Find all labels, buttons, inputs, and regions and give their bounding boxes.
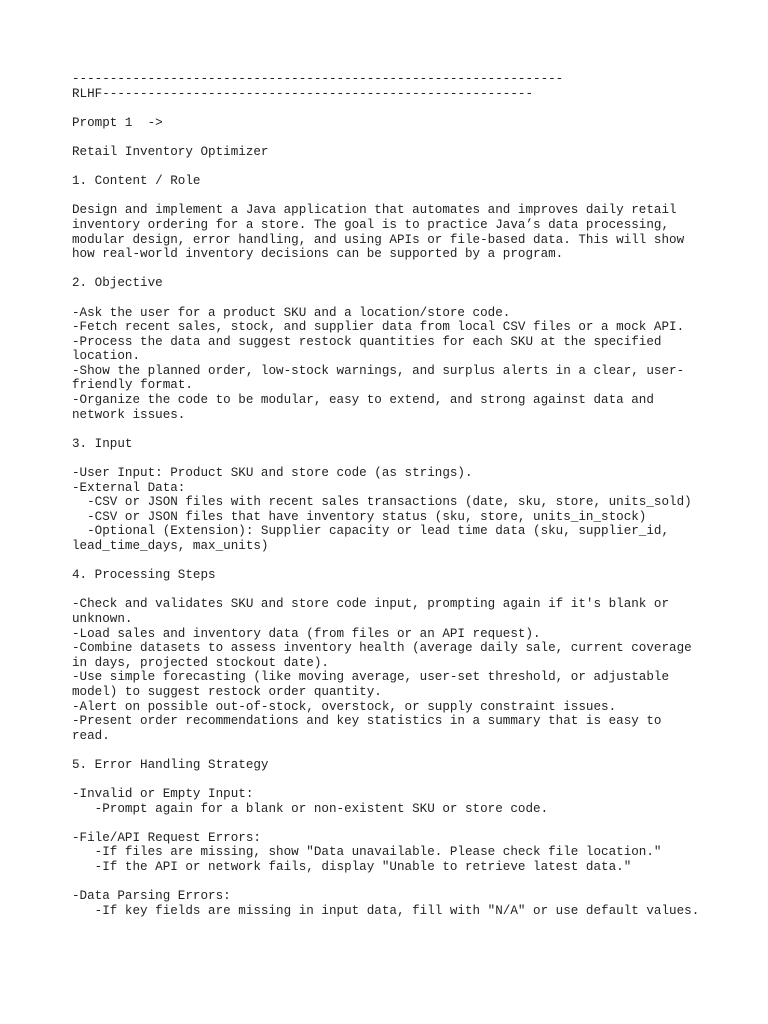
paragraph-line: how real-world inventory decisions can be supported by a program. — [72, 247, 564, 262]
list-item-line: model) to suggest restock order quantity. — [72, 684, 382, 699]
prompt-label: Prompt 1 -> — [72, 115, 163, 130]
blank-line — [72, 554, 712, 569]
list-item-line: in days, projected stockout date). — [72, 655, 329, 670]
list-item-line: -Prompt again for a blank or non-existent SKU or store code. — [72, 801, 549, 816]
list-item-line: -Combine datasets to assess inventory health (average daily sale, current coverage — [72, 641, 692, 656]
list-item-line: location. — [72, 349, 141, 364]
list-item-line: read. — [72, 728, 110, 743]
paragraph-line: inventory ordering for a store. The goal is to practice Java’s data processing, — [72, 217, 670, 232]
separator-line: ----------------------------------------------------------------- — [72, 72, 564, 86]
blank-line — [72, 422, 712, 437]
list-item-line: -Fetch recent sales, stock, and supplier data from local CSV files or a mock API. — [72, 320, 685, 335]
blank-line — [72, 189, 712, 204]
list-item-line: -Ask the user for a product SKU and a location/store code. — [72, 305, 511, 320]
blank-line — [72, 262, 712, 277]
list-item-line: -Alert on possible out-of-stock, overstock, or supply constraint issues. — [72, 699, 617, 714]
list-item-line: -CSV or JSON files that have inventory status (sku, store, units_in_stock) — [72, 509, 647, 524]
list-item-line: -Invalid or Empty Input: — [72, 787, 254, 802]
section-heading-input: 3. Input — [72, 436, 133, 451]
list-item-line: -If files are missing, show "Data unavailable. Please check file location." — [72, 845, 662, 860]
list-item-line: -Load sales and inventory data (from files or an API request). — [72, 626, 541, 641]
rlhf-separator-line: RLHF--------------------------------------------------------- — [72, 86, 534, 101]
list-item-line: -Present order recommendations and key statistics in a summary that is easy to — [72, 714, 662, 729]
paragraph-line: Design and implement a Java application that automates and improves daily retail — [72, 203, 677, 218]
list-item-line: -Process the data and suggest restock quantities for each SKU at the specified — [72, 334, 662, 349]
list-item-line: friendly format. — [72, 378, 193, 393]
list-item-line: -Use simple forecasting (like moving average, user-set threshold, or adjustable — [72, 670, 670, 685]
list-item-line: -Optional (Extension): Supplier capacity or lead time data (sku, supplier_id, — [72, 524, 670, 539]
list-item-line: unknown. — [72, 611, 133, 626]
section-heading-content-role: 1. Content / Role — [72, 174, 201, 189]
blank-line — [72, 451, 712, 466]
blank-line — [72, 583, 712, 598]
blank-line — [72, 773, 712, 788]
blank-line — [72, 291, 712, 306]
list-item-line: -CSV or JSON files with recent sales transactions (date, sku, store, units_sold) — [72, 495, 692, 510]
list-item-line: -Organize the code to be modular, easy to extend, and strong against data and — [72, 393, 654, 408]
blank-line — [72, 743, 712, 758]
list-item-line: -Data Parsing Errors: — [72, 889, 231, 904]
document-title: Retail Inventory Optimizer — [72, 144, 269, 159]
list-item-line: -File/API Request Errors: — [72, 830, 261, 845]
list-item-line: network issues. — [72, 407, 186, 422]
section-heading-processing-steps: 4. Processing Steps — [72, 568, 216, 583]
list-item-line: -Show the planned order, low-stock warnings, and surplus alerts in a clear, user- — [72, 363, 685, 378]
blank-line — [72, 101, 712, 116]
list-item-line: -Check and validates SKU and store code input, prompting again if it's blank or — [72, 597, 670, 612]
list-item-line: -External Data: — [72, 480, 186, 495]
section-heading-objective: 2. Objective — [72, 276, 163, 291]
list-item-line: lead_time_days, max_units) — [72, 539, 269, 553]
list-item-line: -User Input: Product SKU and store code (as strings). — [72, 466, 473, 481]
list-item-line: -If key fields are missing in input data, fill with "N/A" or use default values. — [72, 903, 700, 918]
blank-line — [72, 130, 712, 145]
document-page — [72, 72, 712, 918]
blank-line — [72, 160, 712, 175]
list-item-line: -If the API or network fails, display "Unable to retrieve latest data." — [72, 860, 632, 875]
blank-line — [72, 816, 712, 831]
blank-line — [72, 875, 712, 890]
section-heading-error-handling: 5. Error Handling Strategy — [72, 757, 269, 772]
paragraph-line: modular design, error handling, and using APIs or file-based data. This will show — [72, 232, 685, 247]
